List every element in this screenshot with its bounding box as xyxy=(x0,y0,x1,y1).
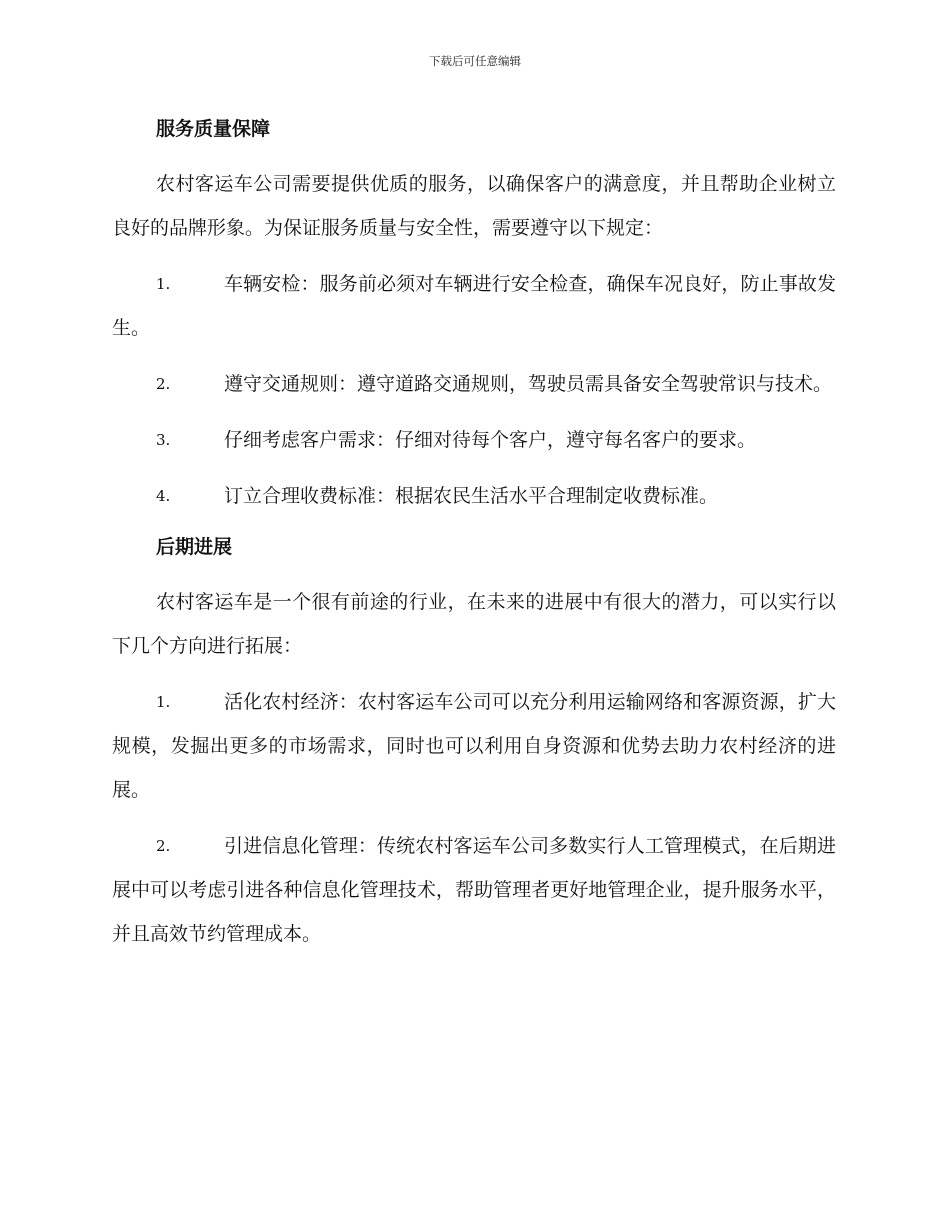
list-item xyxy=(112,824,836,956)
list-item-text: 订立合理收费标准：根据农民生活水平合理制定收费标准。 xyxy=(224,485,719,507)
list-item-number: 2. xyxy=(156,375,171,393)
list-item-text: 仔细考虑客户需求：仔细对待每个客户，遵守每名客户的要求。 xyxy=(224,429,757,451)
list-item xyxy=(112,474,836,518)
section-intro-paragraph: 农村客运车是一个很有前途的行业，在未来的进展中有很大的潜力，可以实行以下几个方向进行拓展： xyxy=(112,591,836,657)
list-item-text: 活化农村经济：农村客运车公司可以充分利用运输网络和客源资源，扩大规模，发掘出更多的市场需求，同时也可以利用自身资源和优势去助力农村经济的进展。 xyxy=(112,691,836,801)
page-header: 下载后可任意编辑 xyxy=(429,54,521,68)
list-item xyxy=(112,362,836,406)
list-item-text: 遵守交通规则：遵守道路交通规则，驾驶员需具备安全驾驶常识与技术。 xyxy=(224,373,833,395)
list-item-number: 2. xyxy=(156,837,171,855)
list-item-text: 车辆安检：服务前必须对车辆进行安全检查，确保车况良好，防止事故发生。 xyxy=(112,273,836,339)
list-item xyxy=(112,418,836,462)
list-item-number: 1. xyxy=(156,693,171,711)
section-heading-service-quality: 服务质量保障 xyxy=(156,118,271,140)
section-heading-later-development: 后期进展 xyxy=(156,536,233,558)
list-item-number: 3. xyxy=(156,431,171,449)
list-item xyxy=(112,680,836,812)
list-item-number: 4. xyxy=(156,487,171,505)
document-body xyxy=(112,112,836,968)
list-item-number: 1. xyxy=(156,275,171,293)
section-intro-paragraph: 农村客运车公司需要提供优质的服务，以确保客户的满意度，并且帮助企业树立良好的品牌形象。为保证服务质量与安全性，需要遵守以下规定： xyxy=(112,173,836,239)
list-item xyxy=(112,262,836,350)
list-item-text: 引进信息化管理：传统农村客运车公司多数实行人工管理模式，在后期进展中可以考虑引进各种信息化管理技术，帮助管理者更好地管理企业，提升服务水平，并且高效节约管理成本。 xyxy=(112,835,836,945)
